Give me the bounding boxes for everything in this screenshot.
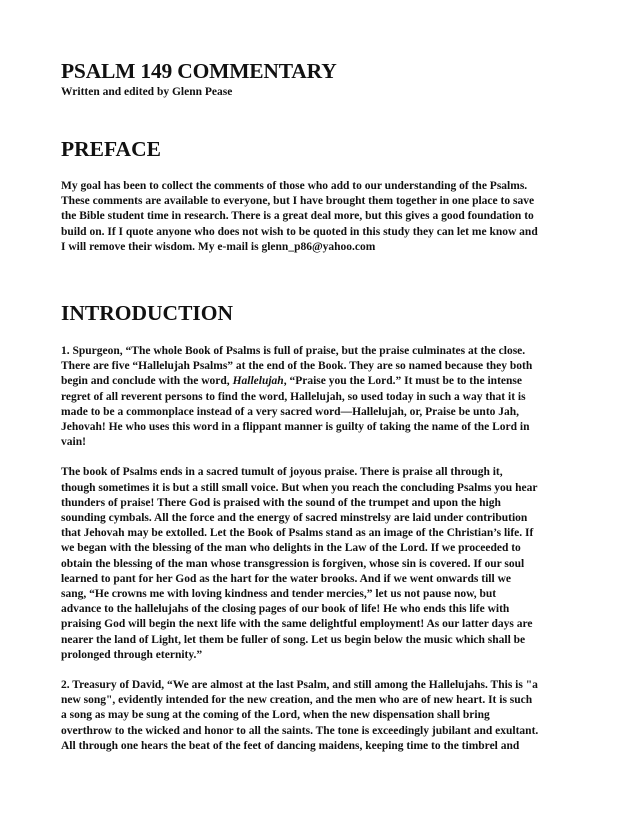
- preface-line: These comments are available to everyone, but I have brought them together in one place to save: [61, 195, 535, 208]
- paragraph-line: learned to pant for her God as the hart for the water brooks. And if we went onwards till we: [61, 572, 511, 585]
- paragraph-line: prolonged through eternity.”: [61, 648, 203, 661]
- paragraph-line: overthrow to the wicked and honor to all the saints. The tone is exceedingly jubilant and exultant.: [61, 724, 539, 737]
- paragraph-line: we began with the blessing of the man who delights in the Law of the Lord. If we proceeded to: [61, 542, 521, 555]
- paragraph-line: Jehovah! He who uses this word in a flippant manner is guilty of taking the name of the Lord in: [61, 421, 530, 434]
- paragraph-line: vain!: [61, 436, 86, 449]
- preface-paragraph: [61, 179, 581, 255]
- preface-line: I will remove their wisdom. My e-mail is glenn_p86@yahoo.com: [61, 240, 376, 253]
- paragraph-line: though sometimes it is but a still small voice. But when you reach the concluding Psalms you hear: [61, 481, 538, 494]
- introduction-paragraph-2: [61, 465, 581, 663]
- paragraph-line: that Jehovah may be extolled. Let the Book of Psalms stand as an image of the Christian’s life. If: [61, 527, 534, 540]
- paragraph-line: The book of Psalms ends in a sacred tumult of joyous praise. There is praise all through it,: [61, 466, 503, 479]
- paragraph-line: [61, 374, 581, 389]
- paragraph-line: thunders of praise! There God is praised with the sound of the trumpet and upon the high: [61, 496, 501, 509]
- preface-line: the Bible student time in research. There is a great deal more, but this gives a good foundation to: [61, 210, 534, 223]
- paragraph-line: new song", evidently intended for the new creation, and the men who are of new heart. It is such: [61, 694, 533, 707]
- line-text: , “Praise you the Lord.” It must be to the intense: [283, 375, 522, 388]
- document-page: [61, 58, 581, 754]
- paragraph-line: made to be a commonplace instead of a very sacred word—Hallelujah, or, Praise be unto Jah,: [61, 405, 520, 418]
- paragraph-line: a song as may be sung at the coming of the Lord, when the new dispensation shall bring: [61, 709, 490, 722]
- preface-line: build on. If I quote anyone who does not wish to be quoted in this study they can let me know and: [61, 225, 538, 238]
- emphasized-word: Hallelujah: [232, 375, 284, 388]
- paragraph-line: obtain the blessing of the man whose transgression is forgiven, whose sin is covered. If our soul: [61, 557, 525, 570]
- paragraph-line: praising God will begin the next life with the same delightful employment! As our latter days are: [61, 618, 533, 631]
- paragraph-line: There are five “Hallelujah Psalms” at the end of the Book. They are so named because they both: [61, 360, 533, 373]
- preface-heading: PREFACE: [61, 137, 161, 161]
- introduction-paragraph-1: [61, 344, 581, 450]
- preface-line: My goal has been to collect the comments of those who add to our understanding of the Psalms.: [61, 180, 528, 192]
- paragraph-line: sang, “He crowns me with loving kindness and tender mercies,” let us not pause now, but: [61, 588, 497, 601]
- document-byline: Written and edited by Glenn Pease: [61, 86, 233, 98]
- paragraph-line: 2. Treasury of David, “We are almost at the last Psalm, and still among the Hallelujahs. This is "a: [61, 679, 538, 692]
- paragraph-line: nearer the land of Light, let them be fuller of song. Let us begin below the music which shall be: [61, 633, 526, 646]
- introduction-paragraph-3: [61, 678, 581, 754]
- paragraph-line: advance to the hallelujahs of the closing pages of our book of life! He who ends this life with: [61, 603, 510, 616]
- document-title: PSALM 149 COMMENTARY: [61, 59, 337, 83]
- paragraph-line: regret of all reverent persons to find the word, Hallelujah, so used today in such a way that it is: [61, 390, 526, 403]
- paragraph-line: sounding cymbals. All the force and the energy of sacred minstrelsy are laid under contribution: [61, 512, 528, 525]
- introduction-heading: INTRODUCTION: [61, 301, 234, 326]
- paragraph-line: All through one hears the beat of the feet of dancing maidens, keeping time to the timbrel and: [61, 739, 520, 752]
- paragraph-line: 1. Spurgeon, “The whole Book of Psalms is full of praise, but the praise culminates at the close.: [61, 345, 526, 358]
- line-text: begin and conclude with the word,: [61, 375, 233, 388]
